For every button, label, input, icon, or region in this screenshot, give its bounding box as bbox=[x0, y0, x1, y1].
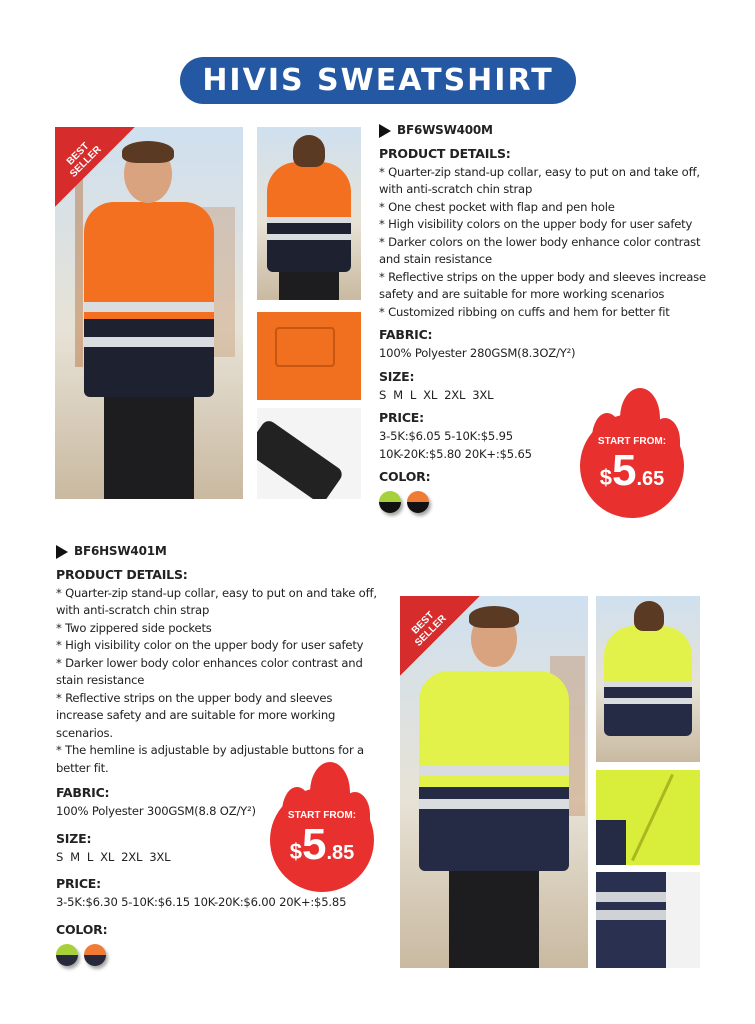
product-2-collar-detail-photo bbox=[596, 770, 700, 865]
detail-item: * One chest pocket with flap and pen hole bbox=[379, 199, 615, 214]
product-2-main-photo bbox=[400, 596, 588, 968]
price-heading: PRICE: bbox=[56, 876, 101, 891]
start-price-badge bbox=[580, 388, 684, 518]
start-from-label: START FROM: bbox=[597, 436, 667, 447]
start-price-badge bbox=[270, 762, 374, 892]
best-seller-ribbon: BEST SELLER bbox=[400, 596, 480, 676]
price-integer: 5 bbox=[301, 820, 327, 869]
price-decimal: .65 bbox=[636, 468, 665, 490]
product-code: BF6WSW400M bbox=[397, 123, 493, 137]
detail-item: * Reflective strips on the upper body and sleeves increase safety and are suitable for more working scenarios. bbox=[56, 690, 336, 740]
fabric-value: 100% Polyester 280GSM(8.3OZ/Y²) bbox=[379, 346, 576, 360]
page-title: HIVIS SWEATSHIRT bbox=[180, 57, 576, 104]
detail-item: * Reflective strips on the upper body and sleeves increase safety and are suitable for more working scenarios bbox=[379, 269, 706, 301]
price-tiers: 3-5K:$6.30 5-10K:$6.15 10K-20K:$6.00 20K+:$5.85 bbox=[56, 895, 347, 909]
product-2-info bbox=[56, 543, 386, 971]
detail-item: * Darker colors on the lower body enhance color contrast and stain resistance bbox=[379, 234, 701, 266]
detail-item: * Quarter-zip stand-up collar, easy to put on and take off, with anti-scratch chin strap bbox=[379, 164, 700, 196]
fabric-value: 100% Polyester 300GSM(8.8 OZ/Y²) bbox=[56, 804, 256, 818]
details-heading: PRODUCT DETAILS: bbox=[379, 145, 511, 161]
product-1-main-photo bbox=[55, 127, 243, 499]
product-2-sleeve-detail-photo bbox=[596, 872, 700, 968]
price-integer: 5 bbox=[611, 446, 637, 495]
price-heading: PRICE: bbox=[379, 410, 424, 425]
product-1-cuff-detail-photo bbox=[257, 408, 361, 499]
color-heading: COLOR: bbox=[56, 921, 108, 937]
price-decimal: .85 bbox=[326, 842, 355, 864]
fabric-heading: FABRIC: bbox=[379, 327, 433, 342]
detail-item: * High visibility color on the upper body for user safety bbox=[56, 638, 364, 652]
size-list: S M L XL 2XL 3XL bbox=[379, 387, 494, 402]
detail-item: * Darker lower body color enhances color contrast and stain resistance bbox=[56, 655, 363, 687]
price-tiers: 10K-20K:$5.80 20K+:$5.65 bbox=[379, 446, 532, 461]
color-swatch-orange-navy[interactable] bbox=[84, 944, 106, 966]
detail-item: * Two zippered side pockets bbox=[56, 620, 212, 635]
size-heading: SIZE: bbox=[56, 830, 92, 846]
detail-item: * The hemline is adjustable by adjustable buttons for a better fit. bbox=[56, 743, 364, 775]
color-heading: COLOR: bbox=[379, 469, 431, 484]
start-from-label: START FROM: bbox=[287, 810, 357, 821]
product-2-back-photo bbox=[596, 596, 700, 762]
detail-item: * High visibility colors on the upper body for user safety bbox=[379, 217, 693, 231]
fabric-heading: FABRIC: bbox=[56, 785, 110, 800]
currency: $ bbox=[599, 465, 612, 490]
product-1-pocket-detail-photo bbox=[257, 312, 361, 400]
currency: $ bbox=[289, 839, 302, 864]
color-swatch-yellow-navy[interactable] bbox=[56, 944, 78, 966]
triangle-bullet-icon bbox=[379, 124, 391, 138]
product-1-back-photo bbox=[257, 127, 361, 300]
color-swatch-yellow-black[interactable] bbox=[379, 491, 401, 513]
detail-item: * Customized ribbing on cuffs and hem for better fit bbox=[379, 304, 670, 319]
size-list: S M L XL 2XL 3XL bbox=[56, 849, 171, 864]
best-seller-ribbon: BEST SELLER bbox=[55, 127, 135, 207]
price-tiers: 3-5K:$6.05 5-10K:$5.95 bbox=[379, 429, 513, 443]
triangle-bullet-icon bbox=[56, 545, 68, 559]
size-heading: SIZE: bbox=[379, 368, 415, 384]
details-heading: PRODUCT DETAILS: bbox=[56, 566, 188, 582]
product-code: BF6HSW401M bbox=[74, 544, 167, 558]
detail-item: * Quarter-zip stand-up collar, easy to put on and take off, with anti-scratch chin strap bbox=[56, 585, 377, 617]
color-swatch-orange-black[interactable] bbox=[407, 491, 429, 513]
